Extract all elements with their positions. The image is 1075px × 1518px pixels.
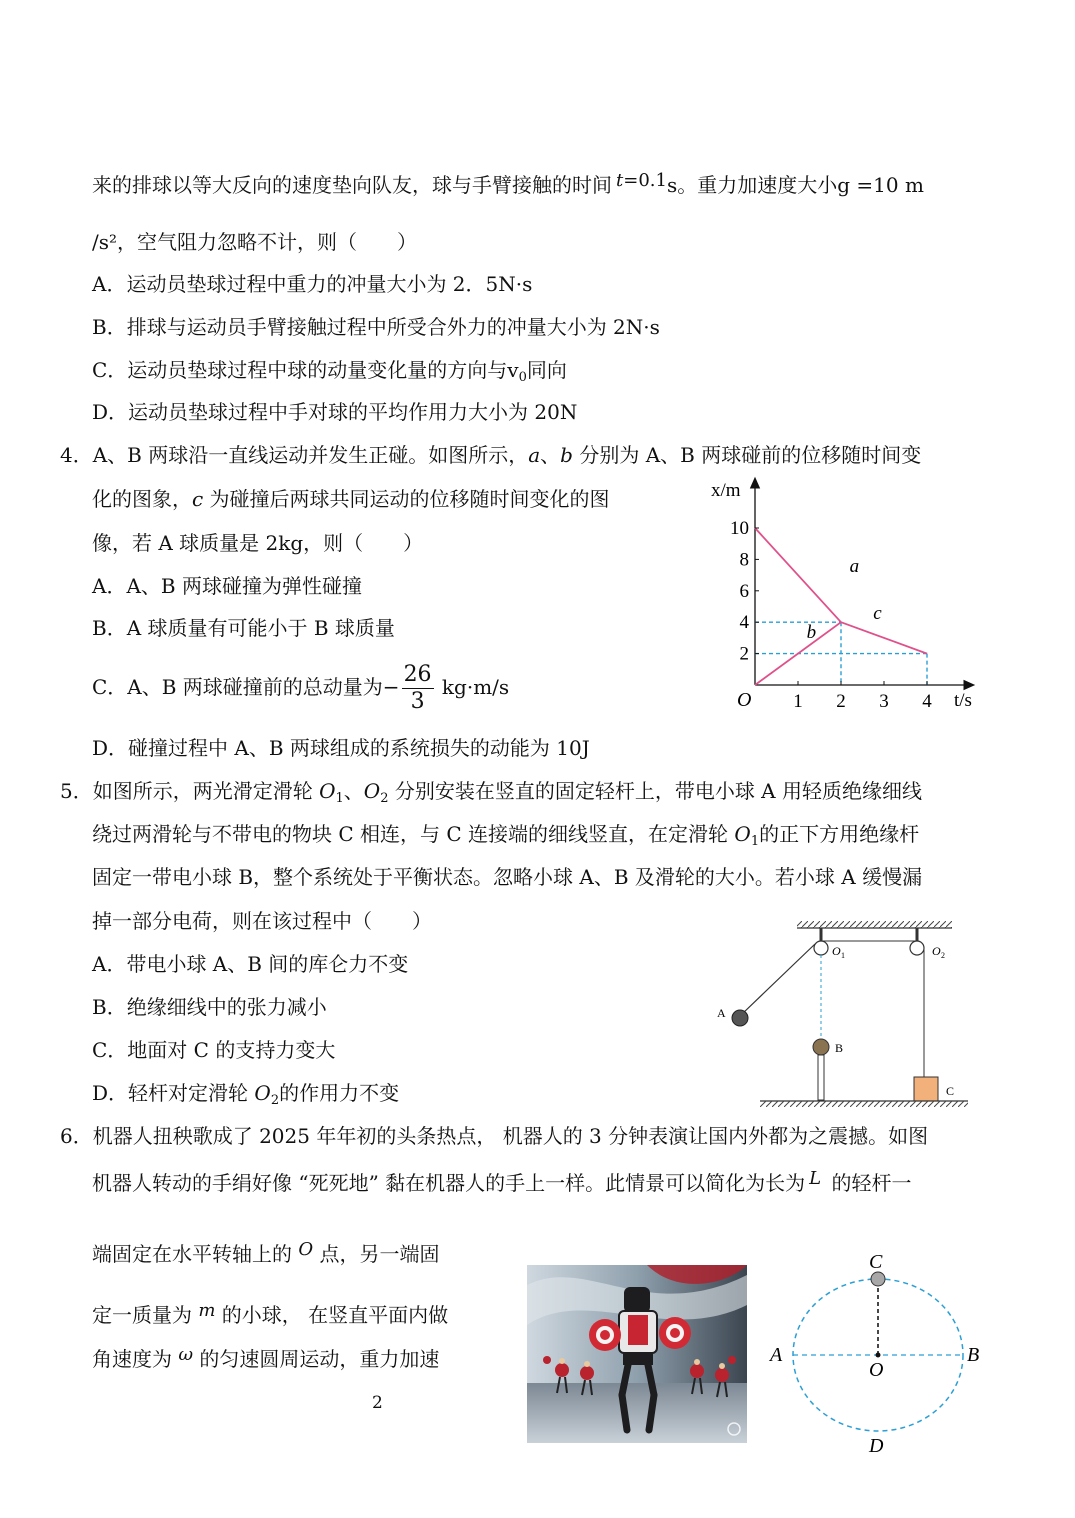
y-tick-label-10: 10 — [730, 518, 749, 539]
x-tick-label-1: 1 — [793, 691, 803, 712]
time-symbol: t — [616, 170, 624, 191]
q3-option-b: B．排球与运动员手臂接触过程中所受合外力的冲量大小为 2N·s — [92, 315, 660, 339]
q4-line2-rest: 为碰撞后两球共同运动的位移随时间变化的图 — [203, 487, 610, 511]
x-tick-label-4: 4 — [922, 691, 932, 712]
q3-option-c-end: 同向 — [526, 358, 567, 382]
label-a: a — [528, 443, 541, 467]
ball-b — [813, 1039, 829, 1055]
robot-yangge-photo — [527, 1265, 747, 1443]
o2-main: O — [932, 944, 941, 958]
o2-sub: 2 — [941, 951, 945, 960]
o1-main: O — [832, 944, 841, 958]
o1-subscript-2: 1 — [750, 834, 760, 849]
pulley-o1 — [814, 941, 828, 955]
q4-line2-text: 化的图象， — [92, 487, 192, 511]
v0-subscript: 0 — [518, 370, 527, 385]
mass-symbol: m — [198, 1300, 216, 1321]
y-tick-label-6: 6 — [739, 580, 749, 602]
label-a-circle: A — [770, 1344, 783, 1366]
q4-option-c-text: C．A、B 两球碰撞前的总动量为− — [92, 675, 400, 699]
o1-sub: 1 — [841, 951, 845, 960]
ceiling — [797, 921, 952, 928]
q6-line4 — [92, 1298, 448, 1328]
series-label-b: b — [806, 621, 817, 643]
q5-option-a: A．带电小球 A、B 间的库仑力不变 — [92, 952, 409, 976]
series-label-a: a — [849, 555, 860, 577]
q3-option-a: A．运动员垫球过程中重力的冲量大小为 2．5N·s — [92, 272, 533, 296]
length-symbol: L — [809, 1168, 822, 1189]
label-b: b — [560, 443, 573, 467]
label-c-fig: C — [946, 1084, 955, 1098]
point-o-symbol: O — [298, 1239, 314, 1260]
q6-line2-rest: 的轻杆一 — [825, 1171, 912, 1195]
q4-line1-rest: 分别为 A、B 两球碰前的位移随时间变 — [572, 443, 922, 467]
time-value: =0.1 — [623, 170, 667, 191]
x-axis-label: t/s — [954, 690, 972, 711]
q5-line4: 掉一部分电荷，则在该过程中（ ） — [92, 909, 432, 933]
label-a-fig: A — [717, 1006, 726, 1020]
label-b-circle: B — [967, 1344, 980, 1366]
q4-option-a: A．A、B 两球碰撞为弹性碰撞 — [92, 574, 362, 598]
q5-sep: 、 — [343, 779, 364, 803]
q4-line1-text: 4．A、B 两球沿一直线运动并发生正碰。如图所示， — [60, 443, 529, 467]
o1-subscript: 1 — [335, 791, 344, 806]
q6-line3-text: 端固定在水平转轴上的 — [92, 1242, 299, 1266]
q4-line1 — [60, 442, 921, 468]
q3-option-c — [92, 357, 567, 391]
ball-c-top — [871, 1272, 885, 1286]
omega-symbol: ω — [178, 1344, 194, 1365]
o2-subscript: 2 — [380, 791, 389, 806]
x-tick-label-3: 3 — [879, 691, 889, 712]
ball-a — [732, 1010, 748, 1026]
q5-line1 — [60, 778, 922, 812]
q3-line1 — [92, 168, 924, 198]
fraction-denominator: 3 — [410, 689, 425, 714]
o2-subscript-2: 2 — [270, 1093, 280, 1108]
y-tick-label-2: 2 — [739, 643, 749, 665]
q4-option-d: D．碰撞过程中 A、B 两球组成的系统损失的动能为 10J — [92, 736, 590, 760]
y-tick-label-4: 4 — [739, 612, 749, 634]
circular-motion-diagram — [765, 1248, 995, 1458]
q5-line2 — [92, 821, 919, 855]
q5-line3: 固定一带电小球 B，整个系统处于平衡状态。忽略小球 A、B 及滑轮的大小。若小球 A 缓慢漏 — [92, 865, 923, 889]
q4-option-b: B．A 球质量有可能小于 B 球质量 — [92, 616, 395, 640]
q4-option-c — [92, 657, 509, 717]
q6-line3-rest: 点，另一端固 — [313, 1242, 440, 1266]
q6-line3 — [92, 1237, 439, 1267]
origin-label: O — [737, 689, 752, 711]
q6-line2 — [92, 1166, 911, 1196]
y-tick-label-8: 8 — [739, 549, 749, 571]
page-number: 2 — [372, 1393, 383, 1413]
q5-line2-rest: 的正下方用绝缘杆 — [759, 822, 920, 846]
q3-line1-rest: s。重力加速度大小g =10 m — [666, 173, 924, 197]
y-axis-label: x/m — [711, 480, 741, 501]
q6-line4-rest: 的小球， 在竖直平面内做 — [215, 1303, 449, 1327]
displacement-time-chart — [700, 472, 990, 717]
insulating-rod — [818, 1055, 824, 1100]
q6-line5-text: 角速度为 — [92, 1347, 179, 1371]
q3-option-c-text: C．运动员垫球过程中球的动量变化量的方向与v — [92, 358, 519, 382]
q5-line2-text: 绕过两滑轮与不带电的物块 C 相连，与 C 连接端的细线竖直，在定滑轮 — [92, 822, 735, 846]
series-line-a — [755, 528, 841, 622]
q5-option-d — [92, 1080, 399, 1114]
label-d-circle: D — [869, 1435, 884, 1457]
fraction-numerator: 26 — [403, 662, 432, 687]
label-c-circle: C — [869, 1251, 883, 1273]
ground — [760, 1101, 968, 1107]
q5-line1-rest: 分别安装在竖直的固定轻杆上，带电小球 A 用轻质绝缘细线 — [388, 779, 922, 803]
label-o-circle: O — [869, 1359, 884, 1381]
pulley-o2 — [910, 941, 924, 955]
x-tick-label-2: 2 — [836, 691, 846, 712]
o2-symbol: O — [363, 779, 381, 803]
q6-line4-text: 定一质量为 — [92, 1303, 199, 1327]
q4-option-c-unit: kg·m/s — [435, 675, 510, 699]
q6-line1: 6．机器人扭秧歌成了 2025 年年初的头条热点， 机器人的 3 分钟表演让国内外都为之震撼。如图 — [60, 1124, 929, 1148]
block-c — [914, 1077, 938, 1101]
q3-line2: /s²，空气阻力忽略不计，则（ ） — [92, 230, 418, 254]
q4-line2 — [92, 486, 610, 512]
q5-option-b: B．绝缘细线中的张力减小 — [92, 995, 327, 1019]
q5-option-c: C．地面对 C 的支持力变大 — [92, 1038, 336, 1062]
q4-sep: 、 — [540, 443, 561, 467]
q5-option-d-text: D．轻杆对定滑轮 — [92, 1081, 255, 1105]
q6-line2-text: 机器人转动的手绢好像 “死死地” 黏在机器人的手上一样。此情景可以简化为长为 — [92, 1171, 806, 1195]
pulley-diagram — [700, 915, 970, 1115]
o1-symbol-2: O — [734, 822, 751, 846]
q6-line5 — [92, 1342, 439, 1372]
label-c: c — [192, 487, 204, 511]
series-line-c — [841, 622, 927, 653]
string-to-a — [741, 944, 815, 1015]
series-label-c: c — [873, 603, 882, 625]
center-o — [876, 1353, 881, 1358]
q5-option-d-rest: 的作用力不变 — [279, 1081, 400, 1105]
q3-line1-text: 来的排球以等大反向的速度垫向队友，球与手臂接触的时间 — [92, 173, 612, 197]
o2-symbol-2: O — [254, 1081, 271, 1105]
momentum-fraction — [402, 662, 434, 715]
q4-line3: 像，若 A 球质量是 2kg，则（ ） — [92, 531, 424, 555]
q3-option-d: D．运动员垫球过程中手对球的平均作用力大小为 20N — [92, 400, 578, 424]
q6-line5-rest: 的匀速圆周运动，重力加速 — [193, 1347, 440, 1371]
q5-line1-text: 5．如图所示，两光滑定滑轮 — [60, 779, 320, 803]
o1-symbol: O — [319, 779, 336, 803]
label-b-fig: B — [835, 1041, 844, 1055]
